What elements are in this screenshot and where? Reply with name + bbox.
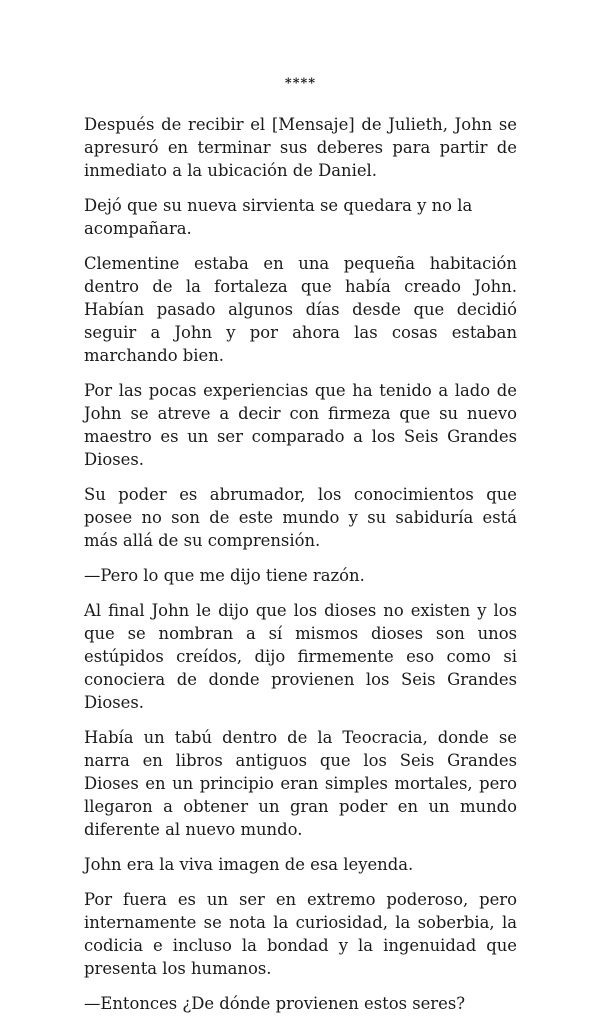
dialogue-line: —Entonces ¿De dónde provienen estos seres? bbox=[84, 994, 466, 1013]
paragraph: Su poder es abrumador, los conocimientos que posee no son de este mundo y su sabiduría está más allá de su comprensión. bbox=[84, 485, 517, 550]
dialogue-line: —Pero lo que me dijo tiene razón. bbox=[84, 566, 365, 585]
paragraph: Después de recibir el [Mensaje] de Julieth, John se apresuró en terminar sus deberes para partir de inmediato a la ubicación de Daniel. bbox=[84, 115, 517, 180]
paragraph: Al final John le dijo que los dioses no existen y los que se nombran a sí mismos dioses son unos estúpidos creídos, dijo firmemente eso como si conociera de donde provienen los Seis Grandes Dioses. bbox=[84, 601, 517, 712]
paragraph: Por fuera es un ser en extremo poderoso, pero internamente se nota la curiosidad, la soberbia, la codicia e incluso la bondad y la ingenuidad que presenta los humanos. bbox=[84, 890, 517, 978]
paragraph: Dejó que su nueva sirvienta se quedara y no la acompañara. bbox=[84, 196, 473, 238]
section-separator: **** bbox=[284, 76, 317, 91]
paragraph: Clementine estaba en una pequeña habitación dentro de la fortaleza que había creado John. Habían pasado algunos días desde que decidió seguir a John y por ahora las cosas estaban marchando bien. bbox=[84, 254, 517, 365]
paragraph: Había un tabú dentro de la Teocracia, donde se narra en libros antiguos que los Seis Grandes Dioses en un principio eran simples mortales, pero llegaron a obtener un gran poder en un mundo diferente al nuevo mundo. bbox=[84, 728, 517, 839]
paragraph: John era la viva imagen de esa leyenda. bbox=[84, 855, 414, 874]
paragraph: Por las pocas experiencias que ha tenido a lado de John se atreve a decir con firmeza que su nuevo maestro es un ser comparado a los Seis Grandes Dioses. bbox=[84, 381, 517, 469]
book-page bbox=[84, 76, 517, 1027]
